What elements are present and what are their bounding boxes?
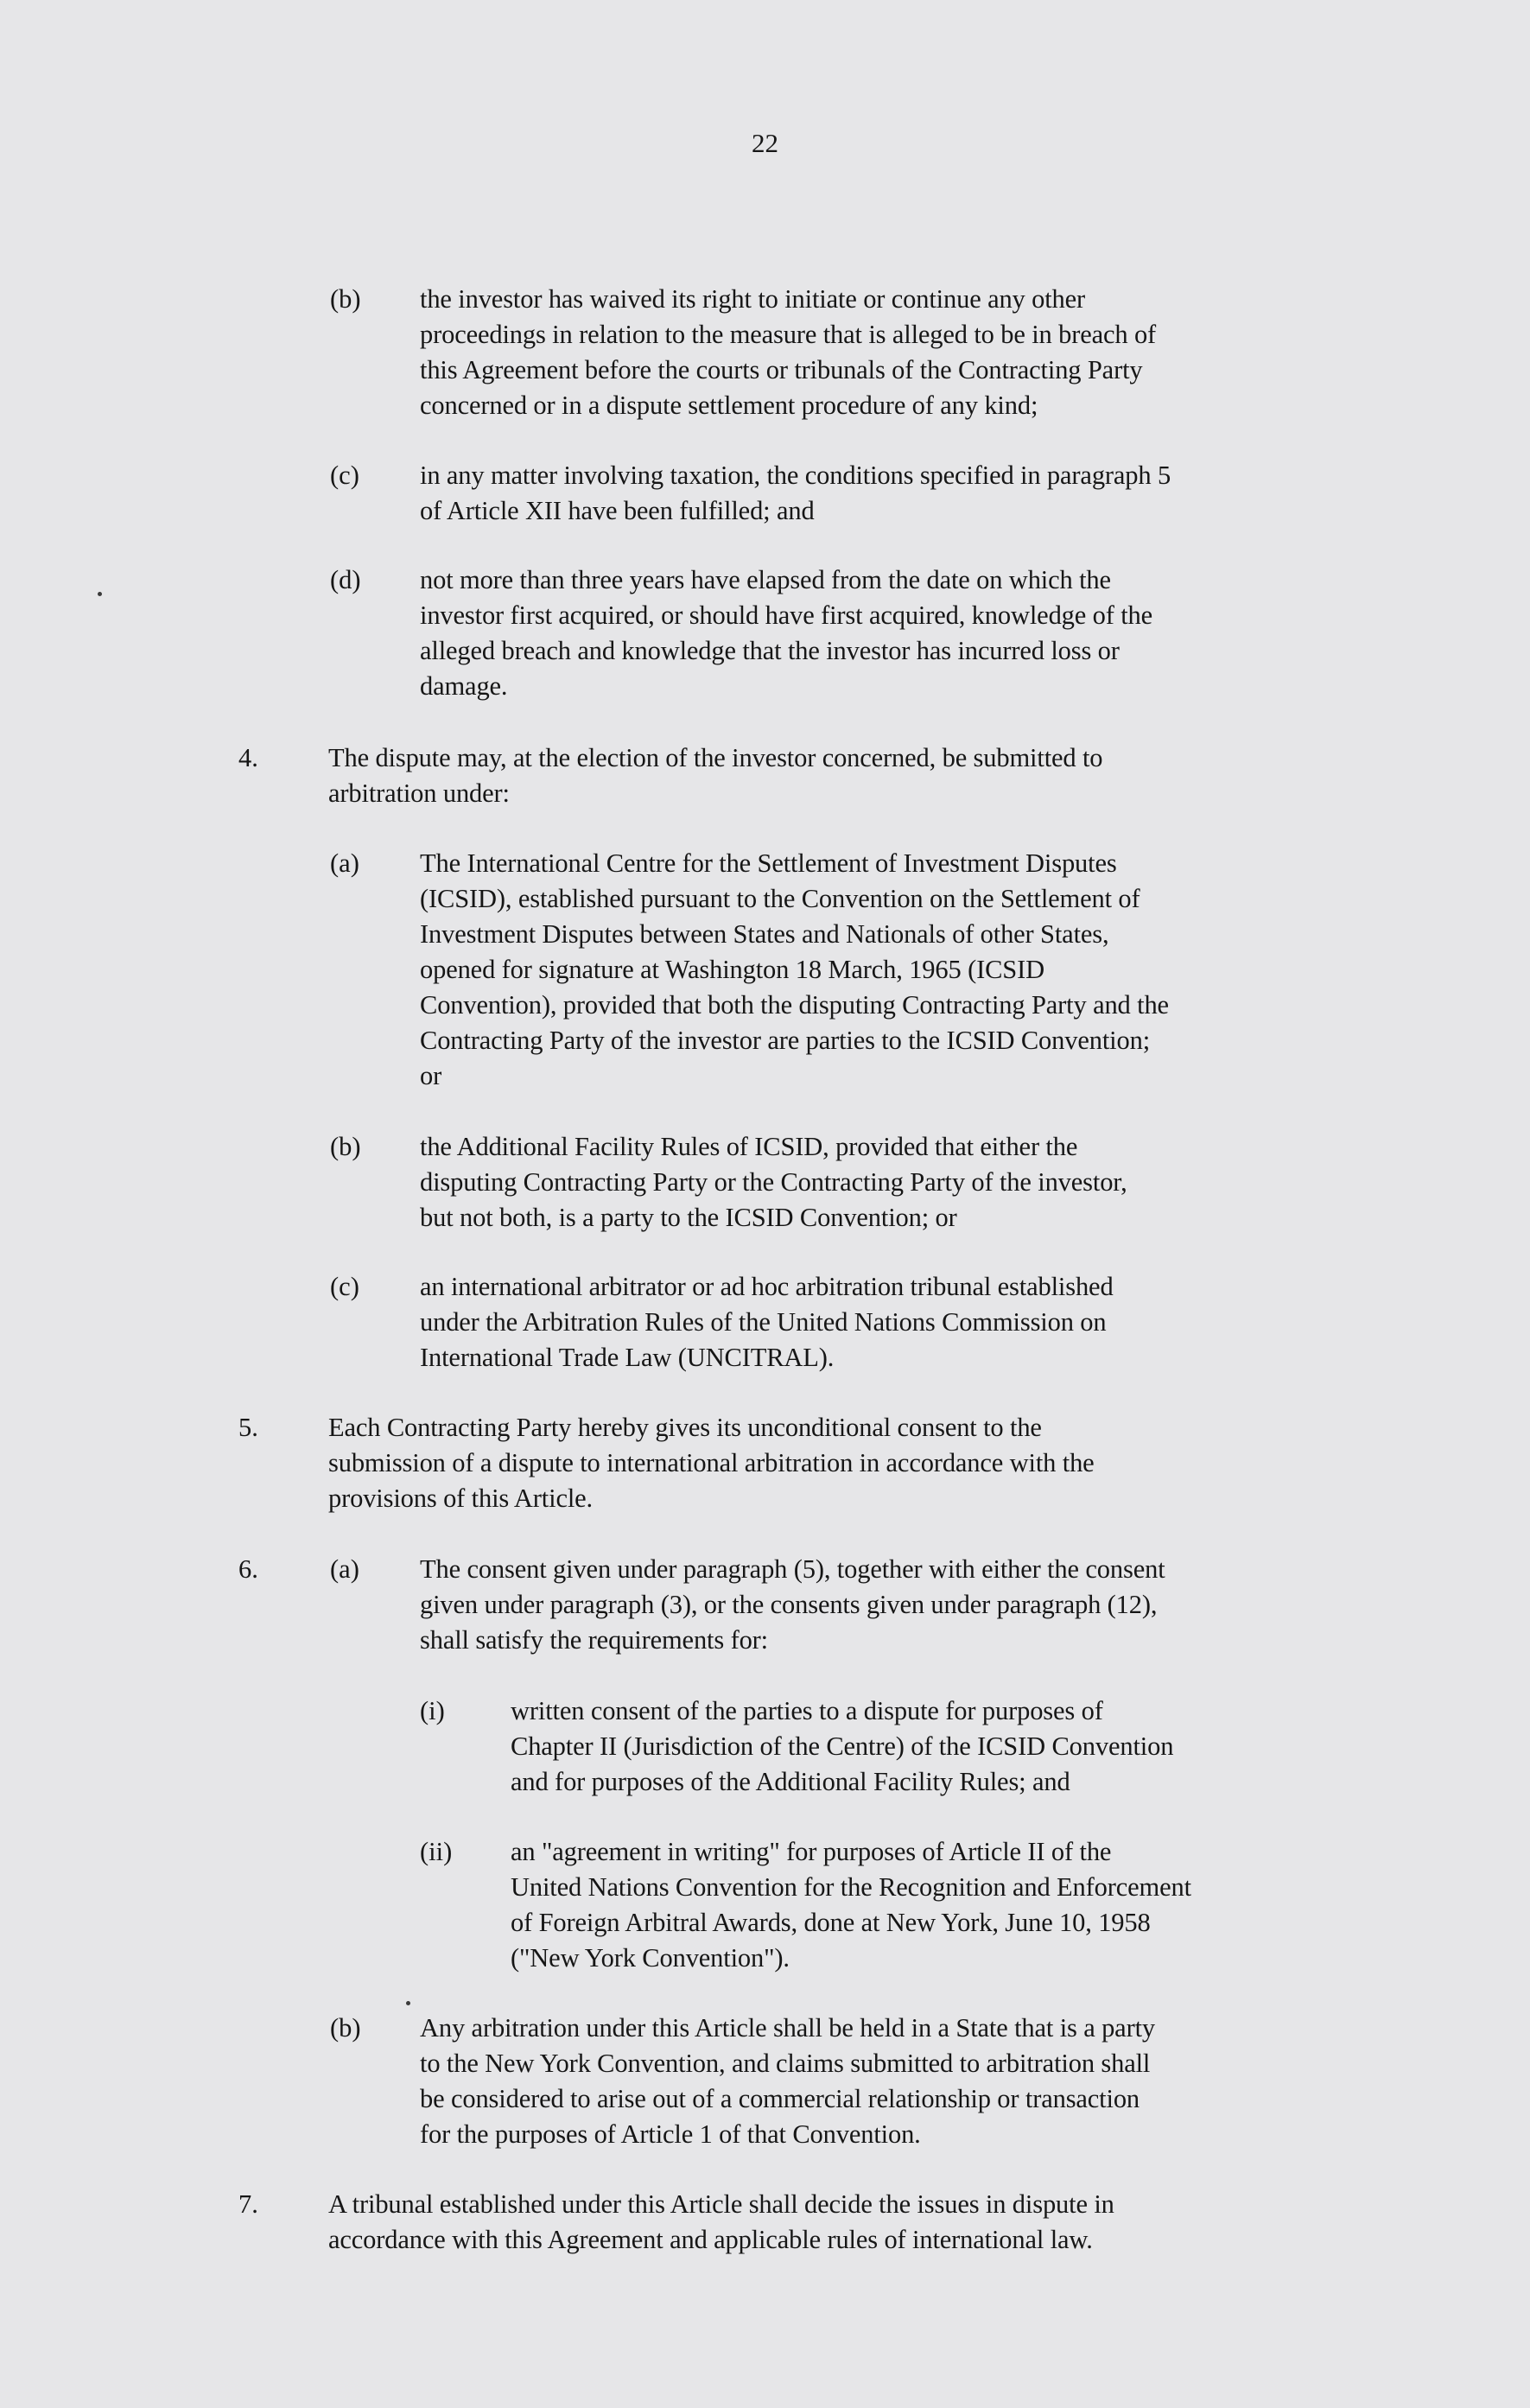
subitem-label: (ii)	[420, 1837, 453, 1866]
text-line: International Trade Law (UNCITRAL).	[420, 1343, 835, 1372]
item-label: (b)	[330, 1132, 361, 1161]
item-text	[420, 846, 1169, 1094]
text-line: A tribunal established under this Article shall decide the issues in dispute in	[328, 2189, 1114, 2219]
text-line: an international arbitrator or ad hoc arbitration tribunal established	[420, 1272, 1114, 1301]
text-line: ("New York Convention").	[511, 1943, 790, 1973]
subitem-label: (i)	[420, 1696, 445, 1725]
text-line: Each Contracting Party hereby gives its unconditional consent to the	[328, 1413, 1042, 1442]
item-label: (a)	[330, 848, 359, 878]
text-line: accordance with this Agreement and applicable rules of international law.	[328, 2225, 1093, 2254]
text-line: be considered to arise out of a commercial relationship or transaction	[420, 2084, 1140, 2113]
subitem-text	[511, 1834, 1191, 1976]
text-line: Investment Disputes between States and Nationals of other States,	[420, 919, 1109, 949]
item-text	[420, 1552, 1165, 1658]
text-line: written consent of the parties to a dispute for purposes of	[511, 1696, 1103, 1725]
item-label: (b)	[330, 2013, 361, 2043]
item-label: (a)	[330, 1554, 359, 1584]
scan-speck	[98, 592, 102, 596]
text-line: the investor has waived its right to initiate or continue any other	[420, 284, 1086, 314]
text-line: arbitration under:	[328, 778, 510, 808]
text-line: submission of a dispute to international arbitration in accordance with the	[328, 1448, 1095, 1477]
text-line: the Additional Facility Rules of ICSID, provided that either the	[420, 1132, 1078, 1161]
paragraph-number: 5.	[238, 1413, 258, 1442]
text-line: for the purposes of Article 1 of that Convention.	[420, 2119, 921, 2149]
item-text	[420, 1129, 1127, 1236]
text-line: in any matter involving taxation, the conditions specified in paragraph 5	[420, 461, 1171, 490]
text-line: The dispute may, at the election of the investor concerned, be submitted to	[328, 743, 1103, 772]
text-line: disputing Contracting Party or the Contracting Party of the investor,	[420, 1167, 1127, 1197]
text-line: investor first acquired, or should have first acquired, knowledge of the	[420, 600, 1153, 630]
paragraph-text	[328, 1410, 1095, 1516]
text-line: to the New York Convention, and claims submitted to arbitration shall	[420, 2049, 1151, 2078]
item-label: (c)	[330, 461, 359, 490]
text-line: Convention), provided that both the disputing Contracting Party and the	[420, 990, 1169, 1020]
text-line: under the Arbitration Rules of the United Nations Commission on	[420, 1307, 1107, 1337]
text-line: not more than three years have elapsed from the date on which the	[420, 565, 1111, 594]
item-text	[420, 2011, 1155, 2152]
item-label: (c)	[330, 1272, 359, 1301]
subitem-text	[511, 1693, 1173, 1800]
text-line: or	[420, 1061, 442, 1090]
text-line: but not both, is a party to the ICSID Convention; or	[420, 1203, 957, 1232]
text-line: opened for signature at Washington 18 March, 1965 (ICSID	[420, 955, 1044, 984]
text-line: shall satisfy the requirements for:	[420, 1625, 769, 1655]
text-line: provisions of this Article.	[328, 1484, 594, 1513]
scan-speck	[406, 2001, 410, 2005]
item-text	[420, 562, 1152, 704]
paragraph-number: 6.	[238, 1554, 258, 1584]
paragraph-text	[328, 740, 1102, 811]
text-line: (ICSID), established pursuant to the Convention on the Settlement of	[420, 884, 1140, 913]
text-line: Chapter II (Jurisdiction of the Centre) of the ICSID Convention	[511, 1731, 1174, 1761]
item-label: (d)	[330, 565, 361, 594]
item-text	[420, 458, 1171, 529]
text-line: concerned or in a dispute settlement procedure of any kind;	[420, 391, 1038, 420]
text-line: given under paragraph (3), or the consents given under paragraph (12),	[420, 1590, 1158, 1619]
text-line: The International Centre for the Settlement of Investment Disputes	[420, 848, 1117, 878]
text-line: Contracting Party of the investor are parties to the ICSID Convention;	[420, 1026, 1151, 1055]
text-line: and for purposes of the Additional Facility Rules; and	[511, 1767, 1070, 1796]
text-line: of Article XII have been fulfilled; and	[420, 496, 815, 525]
text-line: alleged breach and knowledge that the investor has incurred loss or	[420, 636, 1120, 665]
text-line: of Foreign Arbitral Awards, done at New York, June 10, 1958	[511, 1908, 1151, 1937]
text-line: United Nations Convention for the Recognition and Enforcement	[511, 1872, 1191, 1902]
text-line: proceedings in relation to the measure that is alleged to be in breach of	[420, 320, 1157, 349]
paragraph-number: 4.	[238, 743, 258, 772]
text-line: Any arbitration under this Article shall be held in a State that is a party	[420, 2013, 1156, 2043]
page-number: 22	[752, 128, 778, 158]
text-line: this Agreement before the courts or tribunals of the Contracting Party	[420, 355, 1143, 384]
paragraph-number: 7.	[238, 2189, 258, 2219]
text-line: damage.	[420, 671, 508, 701]
item-label: (b)	[330, 284, 361, 314]
paragraph-text	[328, 2187, 1114, 2258]
item-text	[420, 1269, 1114, 1376]
item-text	[420, 282, 1156, 423]
text-line: The consent given under paragraph (5), together with either the consent	[420, 1554, 1165, 1584]
text-line: an "agreement in writing" for purposes of Article II of the	[511, 1837, 1112, 1866]
